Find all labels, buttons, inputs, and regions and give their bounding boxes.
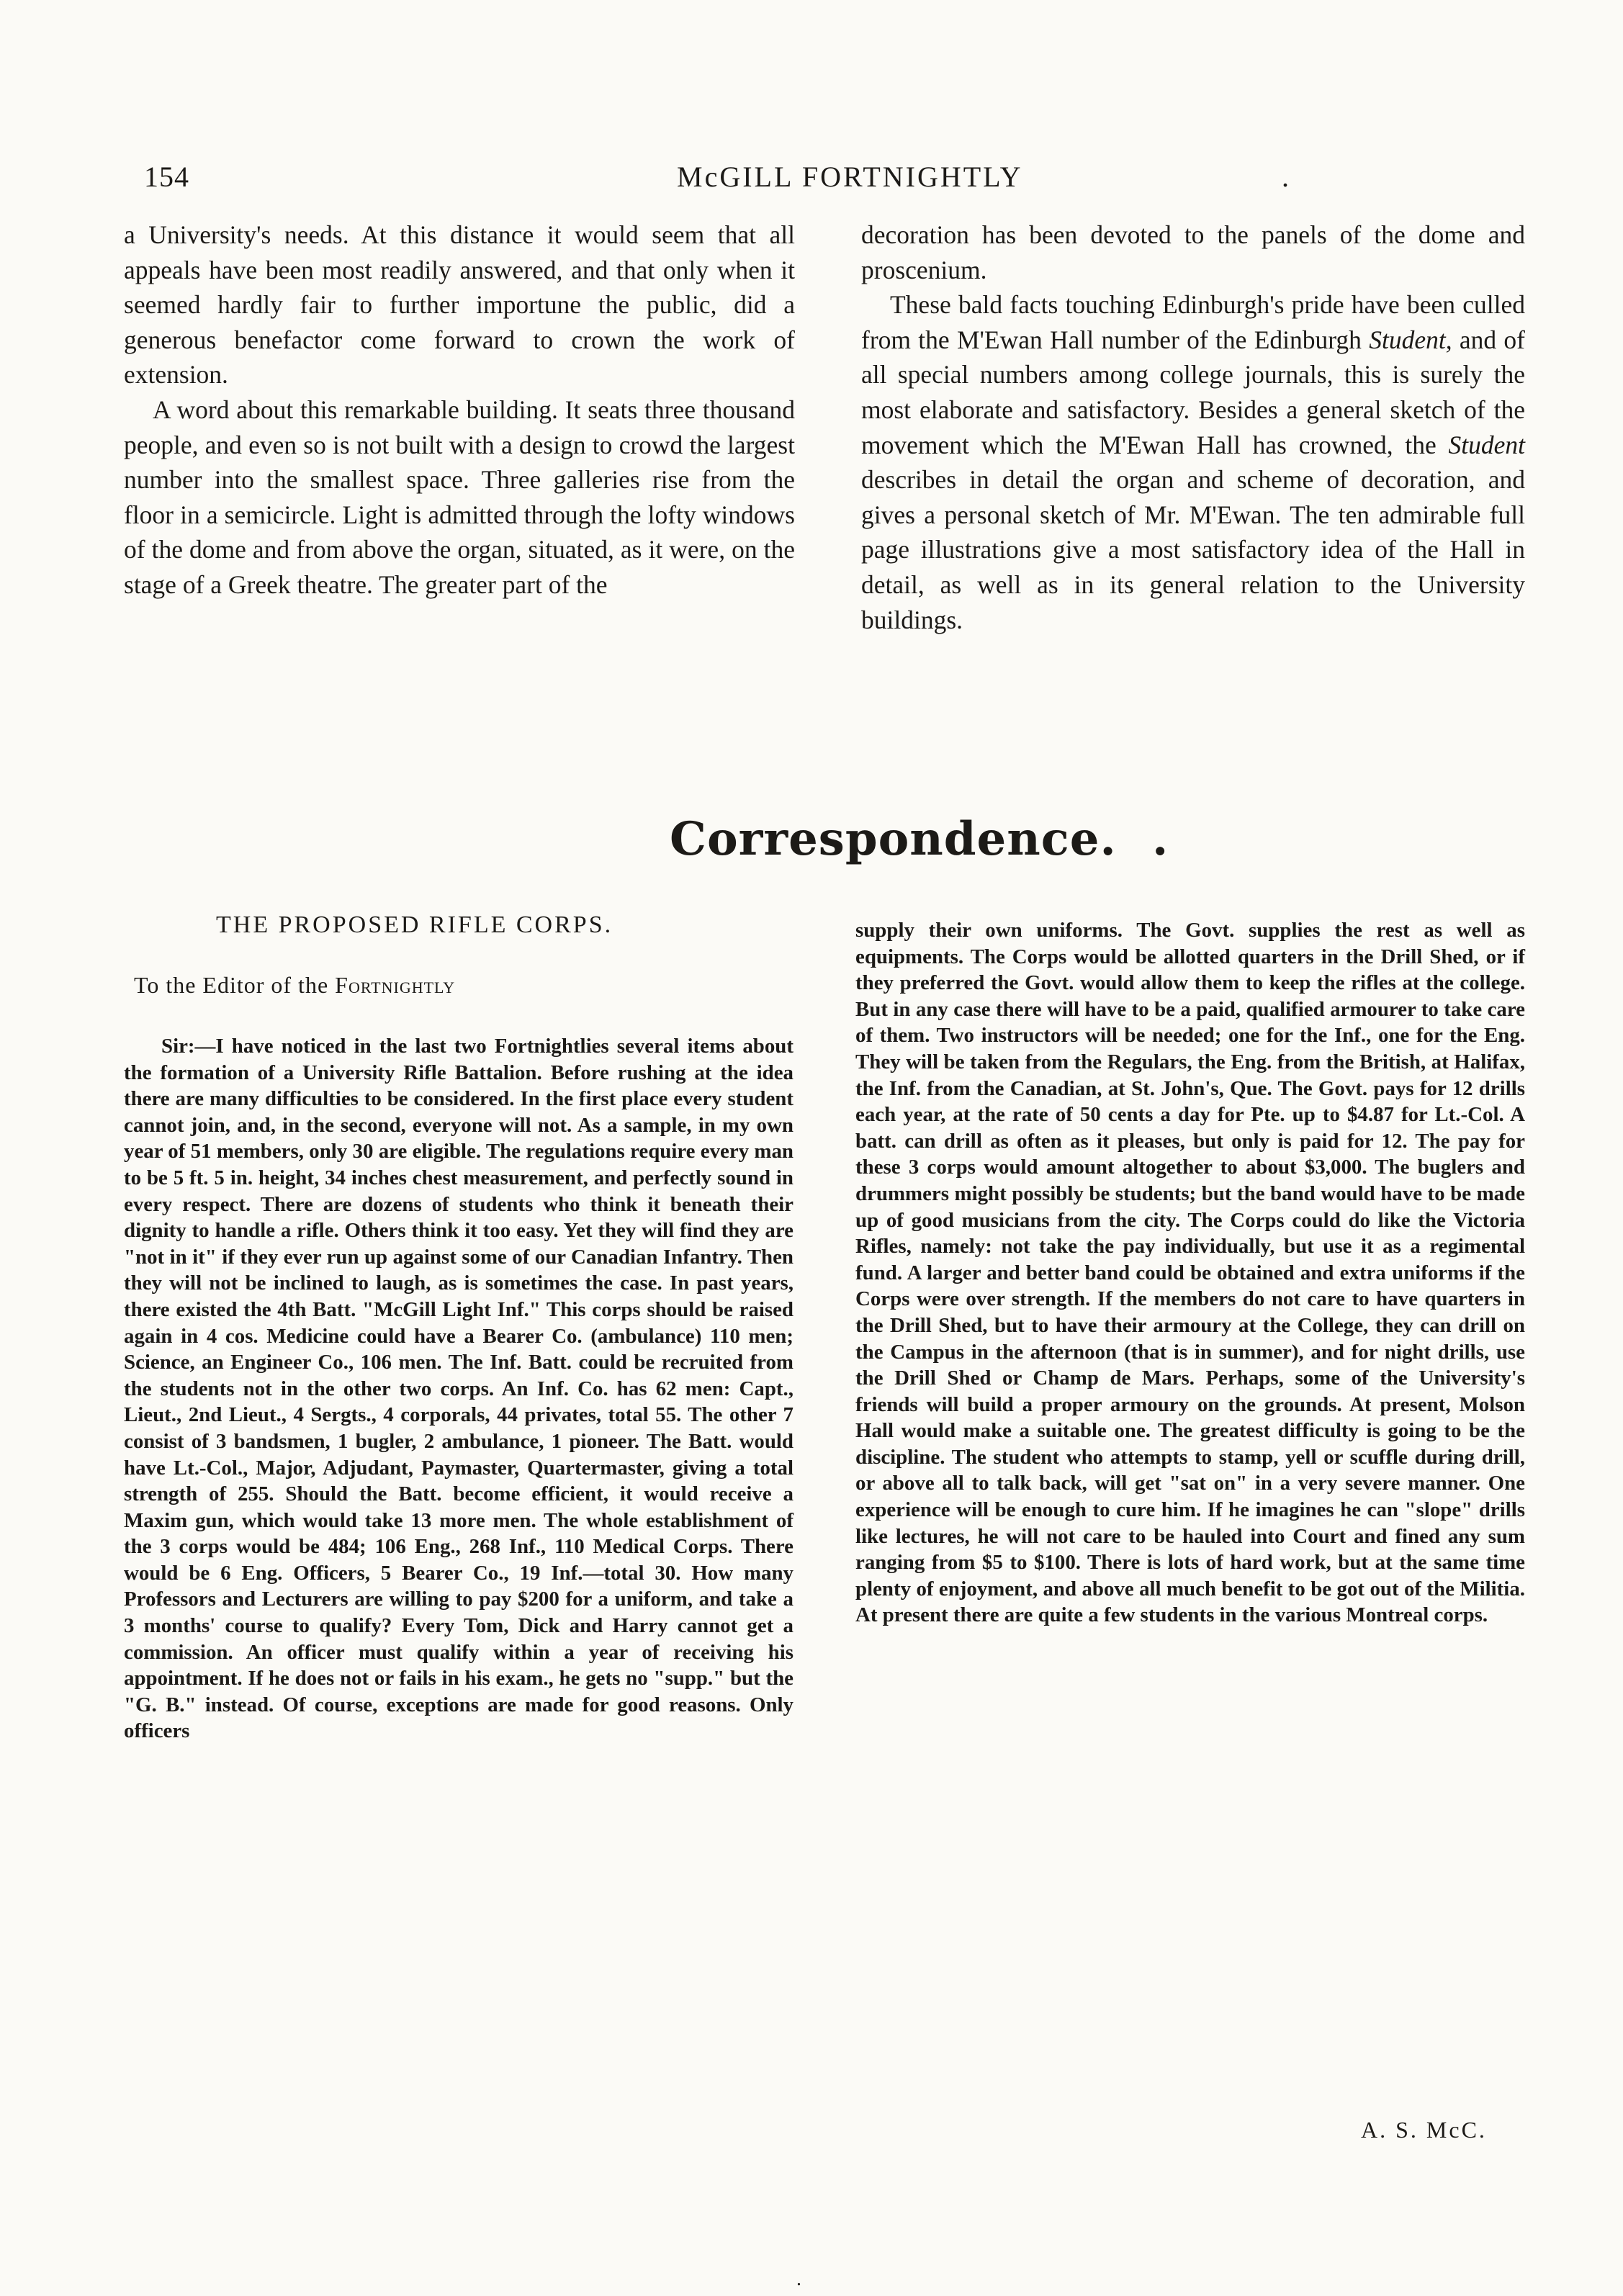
text-run: describes in detail the organ and scheme of decoration, and gives a personal sketch of Mr. M'Ewan. The ten admirable full page illustrations give a most satisfactory idea of the Hall in detail, as well as in its general relation to the University buildings.: [861, 465, 1525, 634]
article-left-column: [124, 217, 795, 603]
letter-left-column: [124, 1033, 793, 1744]
section-title: Correspondence.: [670, 812, 1117, 866]
article-paragraph: decoration has been devoted to the panels of the dome and proscenium.: [861, 220, 1525, 284]
letter-signature: A. S. McC.: [1361, 2117, 1487, 2143]
footer-dot: .: [796, 2268, 801, 2290]
section-heading: [670, 812, 1169, 866]
salutation-prefix: To the Editor of the: [134, 972, 336, 998]
journal-name-italic: Student: [1448, 430, 1525, 459]
text-run: and of all special numbers among college journals, this is surely the most elaborate and satisfactory. Besides a general sketch of the movement which the M'Ewan Hall has crowned, the: [861, 325, 1525, 459]
page-number: 154: [144, 161, 189, 193]
journal-name-italic: Student,: [1369, 325, 1452, 354]
page-header: [144, 160, 1498, 203]
letter-paragraph: supply their own uniforms. The Govt. supplies the rest as well as equipments. The Corps would be allotted quarters in the Drill Shed, or if they preferred the Govt. would allow them to keep the rifles at the college. But in any case there will have to be a paid, qualified armourer to take care of them. Two instructors will be needed; one for the Inf., one for the Eng. They will be taken from the Regulars, the Eng. from the British, at Halifax, the Inf. from the Canadian, at St. John's, Que. The Govt. pays for 12 drills each year, at the rate of 50 cents a day for Pte. up to $4.87 for Lt.-Col. A batt. can drill as often as it pleases, but only is paid for 12. The pay for these 3 corps would amount altogether to about $3,000. The buglers and drummers might possibly be students; but the band would have to be made up of good musicians from the city. The Corps could do like the Victoria Rifles, namely: not take the pay individually, but use it as a regimental fund. A larger and better band could be obtained and extra uniforms if the Corps were over strength. If the members do not care to have quarters in the Drill Shed, but to have their armoury at the College, they can drill on the Campus in the afternoon (that is in summer), and for night drills, use the Drill Shed or Champ de Mars. Perhaps, some of the University's friends will build a proper armoury on the grounds. At present, Molson Hall would make a suitable one. The greatest difficulty is going to be the discipline. The student who attempts to stamp, yell or scuffle during drill, or above all to talk back, will get "sat on" in a very severe manner. One experience will be enough to cure him. If he imagines he can "slope" drills like lectures, he will not care to be hauled into Court and fined any sum ranging from $5 to $100. There is lots of hard work, but at the same time plenty of enjoyment, and above all much benefit to be got out of the Militia. At present there are quite a few students in the various Montreal corps.: [855, 919, 1525, 1627]
running-head: McGILL FORTNIGHTLY: [677, 161, 1023, 193]
letter-paragraph: Sir:—I have noticed in the last two Fortnightlies several items about the formation of a University Rifle Battalion. Before rushing at the idea there are many difficulties to be considered. In the first place every student cannot join, and, in the second, everyone will not. As a sample, in my own year of 51 members, only 30 are eligible. The regulations require every man to be 5 ft. 5 in. height, 34 inches chest measurement, and perfectly sound in every respect. There are dozens of students who think it beneath their dignity to handle a rifle. Others think it too easy. Yet they will find they are "not in it" if they ever run up against some of our Canadian Infantry. Then they will not be inclined to laugh, as is sometimes the case. In past years, there existed the 4th Batt. "McGill Light Inf." This corps should be raised again in 4 cos. Medicine could have a Bearer Co. (ambulance) 110 men; Science, an Engineer Co., 106 men. The Inf. Batt. could be recruited from the students not in the other two corps. An Inf. Co. has 62 men: Capt., Lieut., 2nd Lieut., 4 Sergts., 4 corporals, 44 privates, total 55. The other 7 consist of 3 bandsmen, 1 bugler, 2 ambulance, 1 pioneer. The Batt. would have Lt.-Col., Major, Adjudant, Paymaster, Quartermaster, giving a total strength of 255. Should the Batt. become efficient, it would receive a Maxim gun, which would take 13 more men. The whole establishment of the 3 corps would be 484; 106 Eng., 268 Inf., 110 Medical Corps. There would be 6 Eng. Officers, 5 Bearer Co., 19 Inf.—total 30. How many Professors and Lecturers are willing to pay $200 for a uniform, and take a 3 months' course to qualify? Every Tom, Dick and Harry cannot get a commission. An officer must qualify within a year of receiving his appointment. If he does not or fails in his exam., he gets no "supp." but the "G. B." instead. Of course, exceptions are made for good reasons. Only officers: [124, 1035, 793, 1743]
letter-right-column: [855, 917, 1525, 1629]
section-dot: .: [1152, 812, 1169, 866]
article-right-column: [861, 217, 1525, 637]
article-paragraph: A word about this remarkable building. It seats three thousand people, and even so is not built with a design to crowd the largest number into the smallest space. Three galleries rise from the floor in a semicircle. Light is admitted through the lofty windows of the dome and from above the organ, situated, as it were, on the stage of a Greek theatre. The greater part of the: [124, 395, 795, 599]
header-dot: .: [1282, 161, 1289, 193]
letter-salutation: [134, 972, 455, 999]
text-run: These bald facts touching Edinburgh's pride have been culled from the M'Ewan Hall number of the Edinburgh: [861, 290, 1525, 354]
salutation-journal: Fortnightly: [335, 972, 456, 998]
article-paragraph: a University's needs. At this distance it would seem that all appeals have been most readily answered, and that only when it seemed hardly fair to further importune the public, did a generous benefactor come forward to crown the work of extension.: [124, 220, 795, 390]
letter-title: THE PROPOSED RIFLE CORPS.: [216, 911, 613, 938]
article-paragraph: [861, 287, 1525, 637]
